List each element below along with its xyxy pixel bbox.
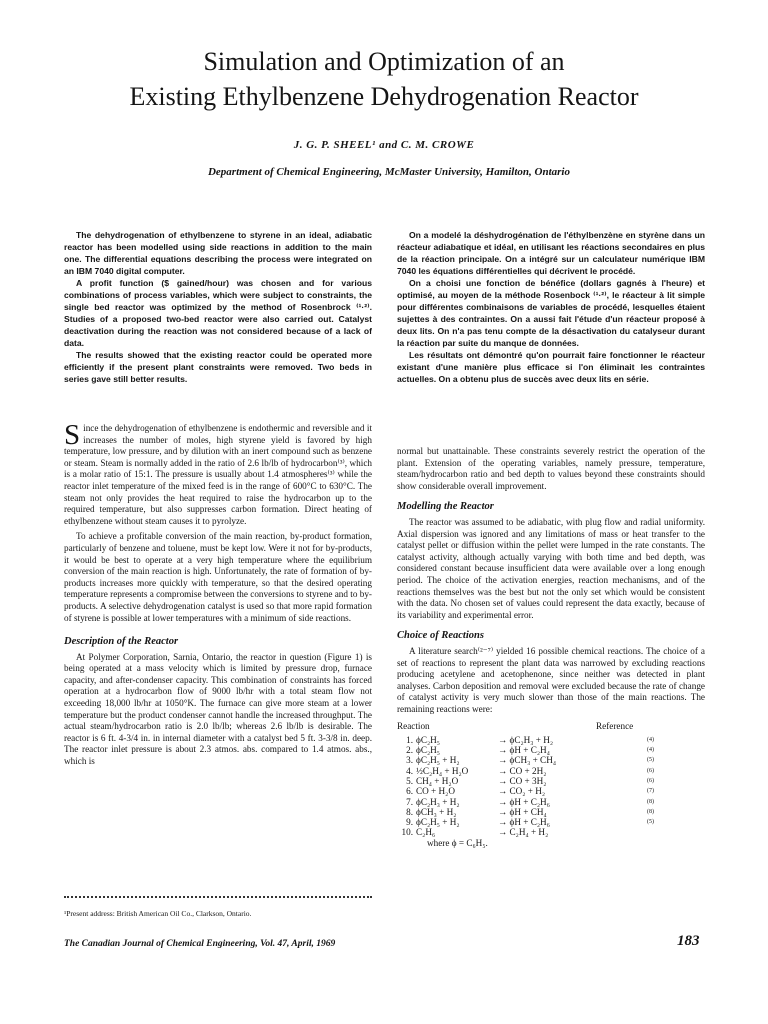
body-column-left: [64, 419, 372, 768]
reaction-spacer: [490, 755, 498, 765]
abstract-en-paragraph: The results showed that the existing reactor could be operated more efficiently if the present plant constraints were removed. Two beds in series gave still better results.: [64, 350, 372, 384]
reaction-number: 8.: [406, 806, 413, 817]
title-line-1: Simulation and Optimization of an: [203, 47, 565, 76]
reaction-reference: (8): [647, 808, 654, 815]
reaction-row: [397, 755, 705, 765]
reaction-spacer: [490, 745, 498, 755]
paper-title: [40, 44, 728, 114]
abstract-fr-paragraph: On a modelé la déshydrogénation de l'éthylbenzène en styrène dans un réacteur adiabatique et idéal, en utilisant les réactions secondaires en plus de la réaction principale. On a intégré sur un calculateur numérique IBM 7040 les équations différentielles qui décrivent le procédé.: [397, 230, 705, 276]
journal-citation: The Canadian Journal of Chemical Engineering, Vol. 47, April, 1969: [64, 939, 336, 949]
reaction-spacer: [490, 776, 498, 786]
reaction-products: → CO + 2H₂: [498, 765, 547, 776]
reaction-reference: (7): [647, 788, 654, 795]
reactions-table: [397, 721, 705, 837]
reaction-products: → ϕH + C₂H₆: [498, 796, 550, 807]
reaction-products: → ϕH + CH₄: [498, 806, 547, 817]
reaction-products: → ϕH + C₂H₄: [498, 745, 550, 756]
reaction-spacer: [490, 817, 498, 827]
abstract-en-paragraph: A profit function ($ gained/hour) was chosen and for various combinations of process variables, which were subject to constraints, the single bed reactor was optimized by the method of Rosenbrock ⁽¹·²⁾. Studies of a proposed two-bed reactor were also carried out. Catalyst deactivation during the reaction was not considered because of a lack of data.: [64, 278, 372, 348]
phi-definition: where ϕ = C₆H₅.: [427, 837, 488, 848]
footnote: ¹Present address: British American Oil Co., Clarkson, Ontario.: [64, 909, 252, 918]
reaction-reactants: ϕC₂H₅ + H₂: [416, 817, 460, 828]
reaction-row: [397, 817, 705, 827]
reaction-number: 2.: [406, 745, 413, 756]
intro-paragraph-2: To achieve a profitable conversion of the main reaction, by-product formation, particularly of benzene and toluene, must be kept low. Were it not for by-products, it would be best to operate at a very high temperature where the equilibrium conversion of the main reaction is high. Unfortunately, the rate of formation of by-products increases more quickly with temperature, so that the desired operating temperature represents a compromise between the conversions to styrene and to by-products. A selective dehydrogenation catalyst is used so that more rapid formation of styrene is possible at lower temperatures with a minimum of side reactions.: [64, 531, 372, 623]
drop-cap: S: [64, 419, 81, 451]
abstract-en-paragraph: The dehydrogenation of ethylbenzene to styrene in an ideal, adiabatic reactor has been modelled using side reactions in addition to the main one. The differential equations describing the process were integrated on an IBM 7040 digital computer.: [64, 230, 372, 276]
reaction-number: 1.: [406, 734, 413, 745]
reaction-number: 3.: [406, 755, 413, 766]
reaction-spacer: [490, 786, 498, 796]
reaction-products: → C₂H₄ + H₂: [498, 827, 549, 838]
reaction-reference: (6): [647, 767, 654, 774]
intro-text-1: ince the dehydrogenation of ethylbenzene is endothermic and reversible and it increases the number of moles, high styrene yield is favored by high temperature, low pressure, and by dilution with an inert compound such as benzene or steam. Steam is normally added in the ratio of 2.6 lb/lb of hydrocarbon⁽³⁾, which is a molar ratio of 15:1. The pressure is usually about 1.4 atmospheres⁽³⁾ while the reactor inlet temperature of the mixed feed is in the range of 600°C to 630°C. The steam not only provides the heat required to raise the hydrocarbon up to the required temperature, but also suppresses carbon formation. Direct heating of ethylbenzene without steam causes it to pyrolyze.: [64, 423, 372, 526]
reaction-reactants: ½C₂H₄ + H₂O: [416, 765, 469, 776]
reaction-reference: [596, 827, 705, 837]
reaction-reactants: ϕC₂H₅: [416, 745, 441, 756]
reaction-number: 7.: [406, 796, 413, 807]
reaction-products: → CO + 3H₂: [498, 775, 547, 786]
authors: J. G. P. SHEEL¹ and C. M. CROWE: [293, 139, 475, 151]
reaction-row: [397, 745, 705, 755]
reaction-number: 5.: [406, 775, 413, 786]
reaction-row: [397, 776, 705, 786]
reaction-reactants: ϕCH₃ + H₂: [416, 806, 457, 817]
continued-paragraph: normal but unattainable. These constraints severely restrict the operation of the plant. Extension of the operating variables, namely pressure, temperature, steam/hydrocarbon ratio and bed depth to values beyond these constraints should show considerable overall improvement.: [397, 446, 705, 491]
section-heading-description: Description of the Reactor: [64, 636, 179, 648]
reaction-row: [397, 766, 705, 776]
page-number: 183: [677, 933, 700, 949]
reaction-row: [397, 797, 705, 807]
reaction-row: [397, 807, 705, 817]
reaction-column-header: Reaction: [397, 721, 430, 732]
body-column-right: [397, 446, 705, 849]
description-paragraph: At Polymer Corporation, Sarnia, Ontario, the reactor in question (Figure 1) is being operated at a mass velocity which is limited by pressure drop, furnace capacity, and after-condenser capacity. This combination of constraints has forced operation at a hydrocarbon flow of 9000 lb/hr with a total steam flow not exceeding 18,000 lb/hr at 1050°K. The furnace can give more steam at a lower temperature but the product condenser cannot handle the increased throughput. The actual steam/hydrocarbon ratio is 2.0 lb/lb; whereas 2.6 lb/lb is desirable. The reactor is 6 ft. 4-3/4 in. in internal diameter with a catalyst bed 5 ft. 3-3/8 in. deep. The reactor inlet pressure is about 2.3 atmos. abs. compared to 1.4 atmos. abs., which is: [64, 651, 372, 767]
modelling-paragraph: The reactor was assumed to be adiabatic, with plug flow and radial uniformity. Axial dispersion was ignored and any limitations of mass or heat transfer to the catalyst pellet or diffusion within the pellet were lumped in the rate constants. The catalyst activity, although actually varying with both time and bed depth, was considered constant because insufficient data were available over a long enough period. The choice of the activation energies, reaction mechanisms, and of the reactions themselves was the best but not the only set which would be consistent with the data. No chosen set of values could represent the data exactly, because of its variability and experimental error.: [397, 516, 705, 620]
reaction-reference: (8): [647, 798, 654, 805]
reaction-number: 9.: [406, 817, 413, 828]
reaction-reference: (4): [647, 747, 654, 754]
reaction-products: → ϕCH₃ + CH₄: [498, 755, 557, 766]
footnote-divider: [64, 896, 372, 898]
reaction-row: [397, 827, 705, 837]
abstract-french: [397, 229, 705, 385]
affiliation: Department of Chemical Engineering, McMaster University, Hamilton, Ontario: [207, 166, 570, 178]
reaction-row: [397, 786, 705, 796]
reaction-reactants: CO + H₂O: [416, 786, 456, 797]
reaction-spacer: [490, 827, 498, 837]
reaction-spacer: [490, 807, 498, 817]
reference-column-header: Reference: [596, 721, 634, 732]
reaction-products: → ϕC₂H₃ + H₂: [498, 734, 554, 745]
abstract-fr-paragraph: On a choisi une fonction de bénéfice (dollars gagnés à l'heure) et optimisé, au moyen de la méthode Rosenbock ⁽¹·²⁾, le réacteur à lit simple pour différentes combinaisons de variables de procédé, lesquelles étaient sujettes à des contraintes. On a aussi fait l'étude d'un réacteur proposé à deux lits. On n'a pas tenu compte de la désactivation du catalyseur durant la réaction par suite du manque de données.: [397, 278, 705, 348]
section-heading-modelling: Modelling the Reactor: [397, 501, 494, 513]
reaction-products: → ϕH + C₂H₆: [498, 817, 550, 828]
abstract-english: [64, 229, 372, 385]
reaction-number: 6.: [406, 786, 413, 797]
reaction-reference: (5): [647, 819, 654, 826]
reaction-reactants: ϕC₂H₅ + H₂: [416, 755, 460, 766]
reaction-reactants: CH₄ + H₂O: [416, 775, 459, 786]
reaction-reference: (5): [647, 757, 654, 764]
reaction-number: 10.: [401, 827, 413, 838]
reaction-spacer: [490, 797, 498, 807]
reaction-reactants: ϕC₂H₅: [416, 734, 441, 745]
title-line-2: Existing Ethylbenzene Dehydrogenation Reactor: [129, 82, 639, 111]
reaction-reactants: ϕC₂H₃ + H₂: [416, 796, 460, 807]
choice-paragraph: A literature search⁽²⁻⁷⁾ yielded 16 possible chemical reactions. The choice of a set of reactions to represent the plant data was narrowed by excluding reactions producing acetylene and acetophenone, since neither was detected in plant analyses. Carbon deposition and removal were excluded because the rate of change of catalyst activity is very much slower than those of the main reactions. The remaining reactions were:: [397, 645, 705, 714]
reaction-reactants: C₂H₆: [416, 827, 436, 838]
reaction-spacer: [490, 766, 498, 776]
reaction-spacer: [490, 735, 498, 745]
section-heading-choice: Choice of Reactions: [397, 630, 484, 642]
intro-paragraph-1: [64, 419, 372, 527]
reaction-products: → CO₂ + H₂: [498, 786, 546, 797]
reaction-row: [397, 735, 705, 745]
reaction-number: 4.: [406, 765, 413, 776]
abstract-fr-paragraph: Les résultats ont démontré qu'on pourrait faire fonctionner le réacteur existant d'une manière plus efficace si l'on éliminait les contraintes actuelles. On a obtenu plus de succès avec deux lits en série.: [397, 350, 705, 384]
reaction-reference: (6): [647, 777, 654, 784]
reaction-reference: (4): [647, 736, 654, 743]
